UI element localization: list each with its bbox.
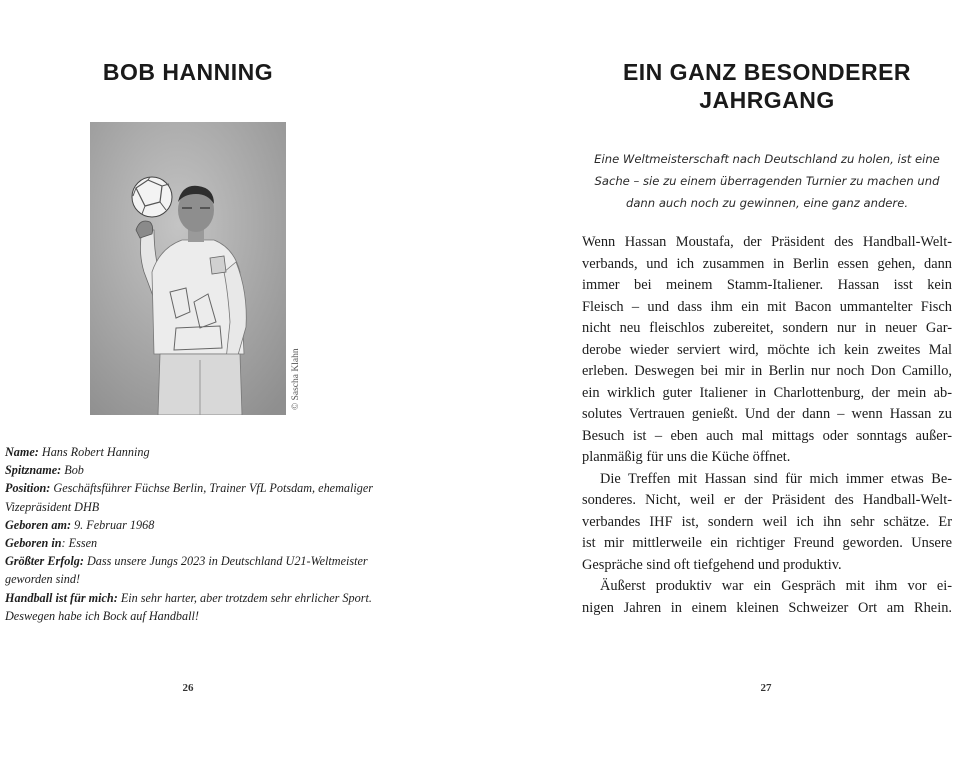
left-page bbox=[0, 0, 476, 762]
fact-label: Spitzname: bbox=[5, 463, 62, 478]
lead-line: Eine Weltmeisterschaft nach Deutschland zu holen, ist eine bbox=[594, 152, 940, 166]
fact-nickname bbox=[5, 461, 373, 479]
fact-position bbox=[5, 479, 373, 515]
fact-value: : Essen bbox=[61, 536, 98, 551]
fact-birthplace bbox=[5, 534, 373, 552]
body-paragraph bbox=[582, 576, 952, 619]
fact-greatest-success bbox=[5, 552, 373, 588]
chapter-title-line: JAHRGANG bbox=[699, 87, 835, 113]
fact-box bbox=[5, 443, 373, 625]
text-line: Die Treffen mit Hassan sind für mich immer etwas Be- bbox=[600, 470, 952, 487]
page-number-right: 27 bbox=[760, 682, 772, 694]
text-line: planmäßig für uns die Küche öffnet. bbox=[582, 449, 791, 465]
chapter-title-line: EIN GANZ BESONDERER bbox=[622, 59, 912, 85]
text-line: erleben. Deswegen bei mir in Berlin nur noch Don Camillo, bbox=[582, 363, 952, 379]
fact-birthdate bbox=[5, 516, 373, 534]
fact-value: Geschäftsführer Füchse Berlin, Trainer VfL Potsdam, ehemaliger Vizepräsident DHB bbox=[5, 481, 373, 514]
text-line: Wenn Hassan Moustafa, der Präsident des Handball-Welt- bbox=[582, 234, 952, 250]
fact-label: Größter Erfolg: bbox=[5, 554, 84, 569]
fact-value: Hans Robert Hanning bbox=[38, 445, 150, 459]
text-line: ist mir mittlerweile ein richtiger Freund geworden. Unsere bbox=[582, 535, 952, 551]
lead-line: dann auch noch zu gewinnen, eine ganz andere. bbox=[625, 196, 909, 210]
text-line: verbands, und ich zusammen in Berlin essen gehen, dann bbox=[582, 255, 952, 272]
body-text bbox=[582, 232, 952, 619]
text-line: Besuch ist – eben auch mal mittags oder sonntags außer- bbox=[582, 427, 952, 444]
fact-label: Handball ist für mich: bbox=[5, 590, 118, 605]
fact-value: Bob bbox=[61, 463, 84, 478]
text-line: ein wirklich guter Italiener in Charlottenburg, der mein ab- bbox=[582, 384, 952, 401]
body-paragraph bbox=[582, 232, 952, 469]
right-page bbox=[476, 0, 953, 762]
portrait-photo bbox=[90, 122, 286, 415]
text-line: solutes Vertrauen genießt. Und der dann – wenn Hassan zu bbox=[582, 406, 952, 422]
text-line: Fleisch – und dass ihm ein mit Bacon ummantelter Fisch bbox=[582, 298, 952, 315]
fact-value: Ein sehr harter, aber trotzdem sehr ehrlicher Sport. Deswegen habe ich Bock auf Handball! bbox=[5, 590, 372, 623]
fact-label: Position: bbox=[5, 481, 51, 496]
fact-name bbox=[5, 443, 373, 461]
page-number-left: 26 bbox=[182, 682, 194, 694]
fact-value: 9. Februar 1968 bbox=[71, 517, 155, 532]
text-line: nicht neu fleischlos zubereitet, sondern nur in neuer Gar- bbox=[582, 320, 952, 336]
text-line: nigen Jahren in einem kleinen Schweizer Ort am Rhein. bbox=[582, 599, 952, 616]
body-paragraph bbox=[582, 469, 952, 577]
fact-label: Geboren am: bbox=[5, 517, 72, 532]
chapter-title bbox=[582, 58, 952, 114]
fact-value: Dass unsere Jungs 2023 in Deutschland U21-Weltmeister geworden sind! bbox=[5, 554, 368, 587]
text-line: sonderes. Nicht, weil er der Präsident des Handball-Welt- bbox=[582, 492, 952, 508]
photo-credit: © Sascha Klahn bbox=[291, 348, 301, 410]
fact-label: Geboren in bbox=[5, 536, 62, 551]
text-line: Äußerst produktiv war ein Gespräch mit ihm vor ei- bbox=[600, 578, 952, 594]
text-line: verbandes IHF ist, sondern weil ich ihn sehr schätze. Er bbox=[582, 513, 952, 530]
text-line: immer bei meinem Stamm-Italiener. Hassan isst kein bbox=[582, 277, 952, 293]
lead-line: Sache – sie zu einem überragenden Turnier zu machen und bbox=[594, 174, 940, 188]
text-line: Gespräche sind oft tiefgehend und produktiv. bbox=[582, 556, 842, 573]
left-page-title: BOB HANNING bbox=[102, 59, 274, 85]
text-line: derobe wieder serviert wird, möchte ich kein zweites Mal bbox=[582, 341, 952, 358]
fact-handball-means bbox=[5, 589, 373, 625]
lead-paragraph bbox=[582, 148, 952, 214]
fact-label: Name: bbox=[5, 445, 39, 459]
